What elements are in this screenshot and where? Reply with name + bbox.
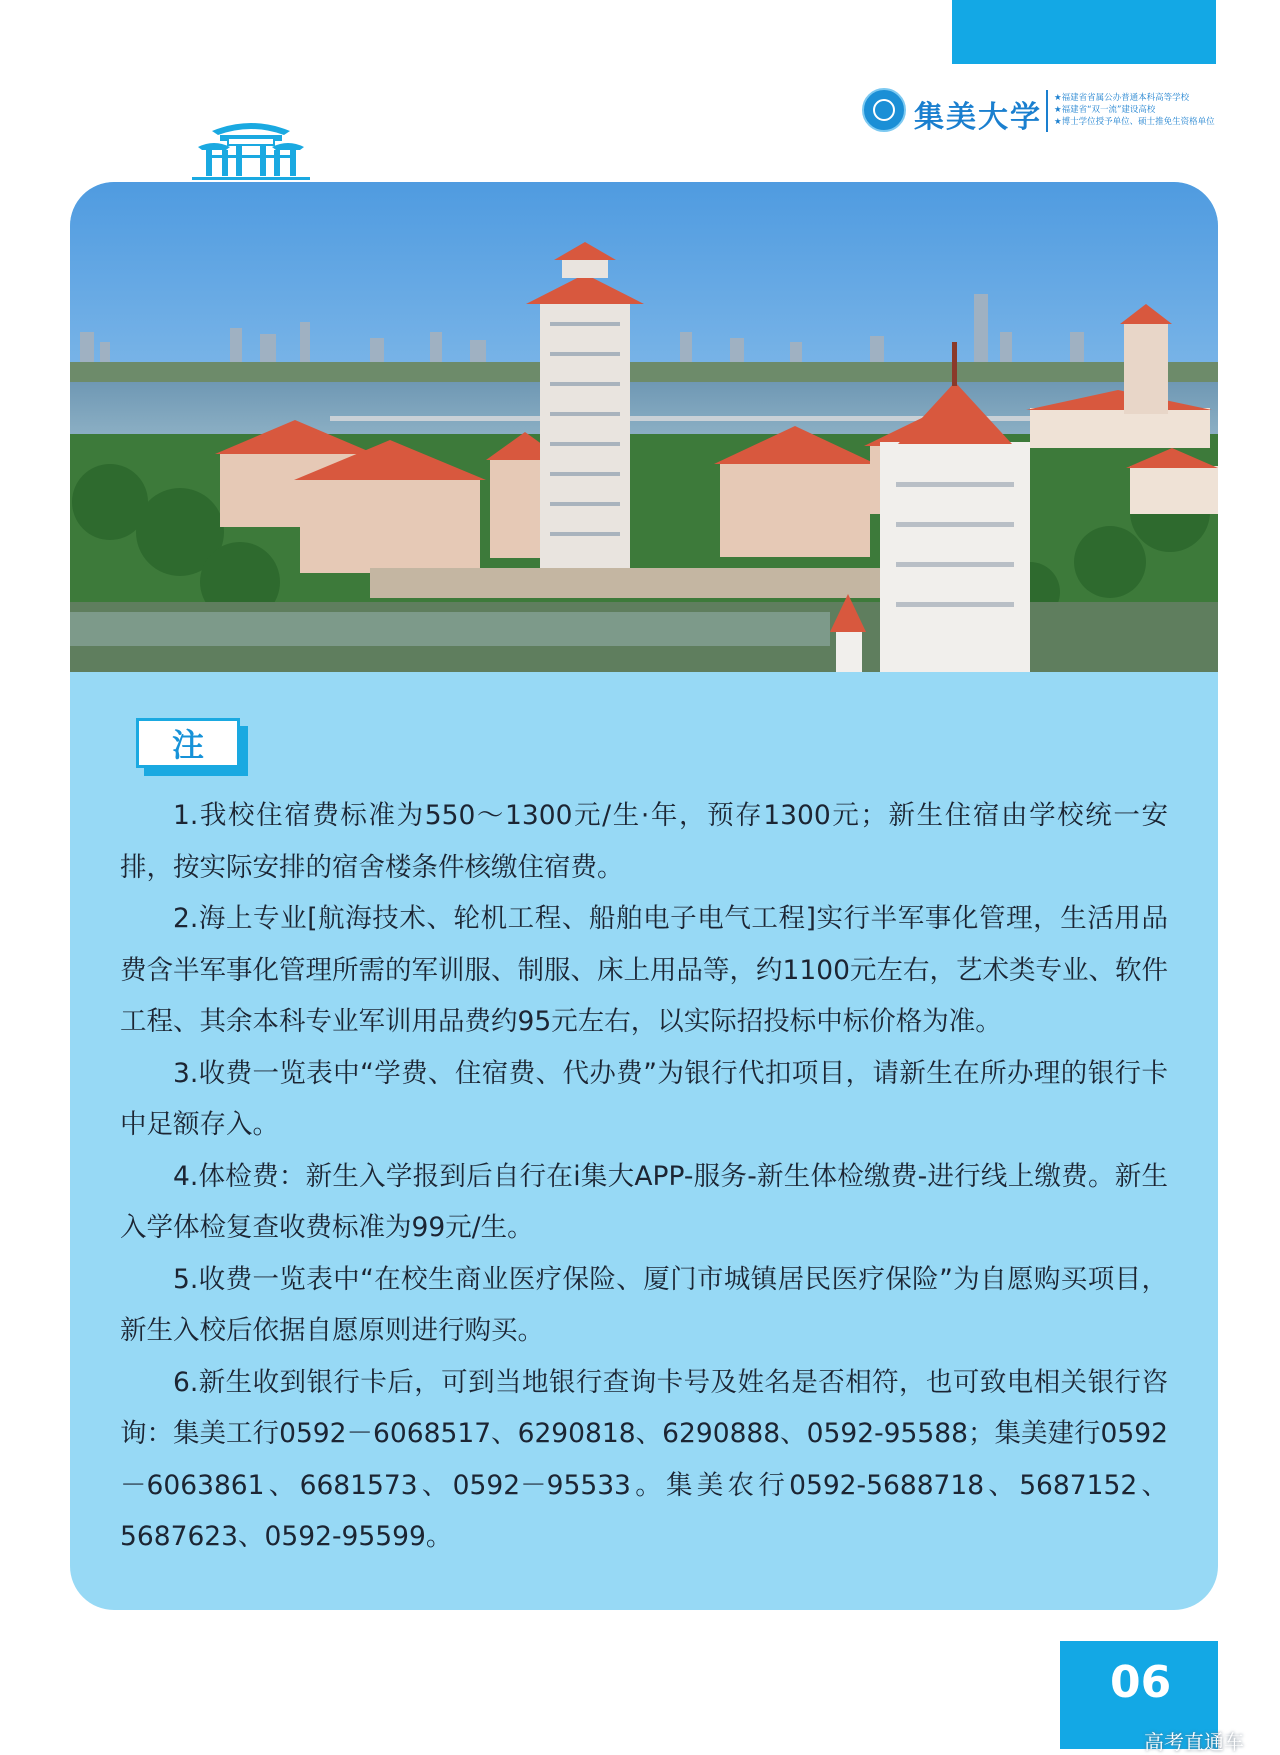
university-name: 集美大学 [914, 100, 1042, 135]
logo-tag: ★福建省“双一流”建设高校 [1054, 105, 1156, 115]
notes-list [120, 790, 1168, 1563]
note-item: 3.收费一览表中“学费、住宿费、代办费”为银行代扣项目，请新生在所办理的银行卡中足额存入。 [120, 1057, 1168, 1140]
logo-tags [1054, 92, 1215, 128]
note-item: 1.我校住宿费标准为550～1300元/生·年，预存1300元；新生住宿由学校统一安排，按实际安排的宿舍楼条件核缴住宿费。 [120, 800, 1168, 883]
content-card [70, 182, 1218, 1610]
note-heading [136, 718, 244, 772]
campus-gate-icon [192, 117, 310, 183]
university-logo [862, 86, 1222, 138]
note-item: 6.新生收到银行卡后，可到当地银行查询卡号及姓名是否相符，也可致电相关银行咨询：集美工行0592－6068517、6290818、6290888、0592-95588；集美建行0592－6063861、6681573、0592－95533。集美农行0592-5688718、5687152、5687623、0592-95599。 [120, 1366, 1168, 1552]
note-heading-label: 注 [136, 718, 240, 768]
university-emblem-icon [862, 88, 906, 132]
watermark-text: 高考直通车 [1144, 1730, 1244, 1754]
logo-tag: ★博士学位授予单位、硕士推免生资格单位 [1054, 117, 1215, 127]
page-number: 06 [1110, 1657, 1172, 1708]
note-item: 5.收费一览表中“在校生商业医疗保险、厦门市城镇居民医疗保险”为自愿购买项目，新生入校后依据自愿原则进行购买。 [120, 1263, 1168, 1346]
note-item: 4.体检费：新生入学报到后自行在i集大APP-服务-新生体检缴费-进行线上缴费。新生入学体检复查收费标准为99元/生。 [120, 1160, 1168, 1243]
note-item: 2.海上专业[航海技术、轮机工程、船舶电子电气工程]实行半军事化管理，生活用品费含半军事化管理所需的军训服、制服、床上用品等，约1100元左右，艺术类专业、软件工程、其余本科专业军训用品费约95元左右，以实际招投标中标价格为准。 [120, 903, 1168, 1037]
top-accent-tab [952, 0, 1216, 64]
logo-divider [1046, 90, 1048, 132]
campus-photo [70, 182, 1218, 672]
logo-tag: ★福建省省属公办普通本科高等学校 [1054, 93, 1190, 103]
